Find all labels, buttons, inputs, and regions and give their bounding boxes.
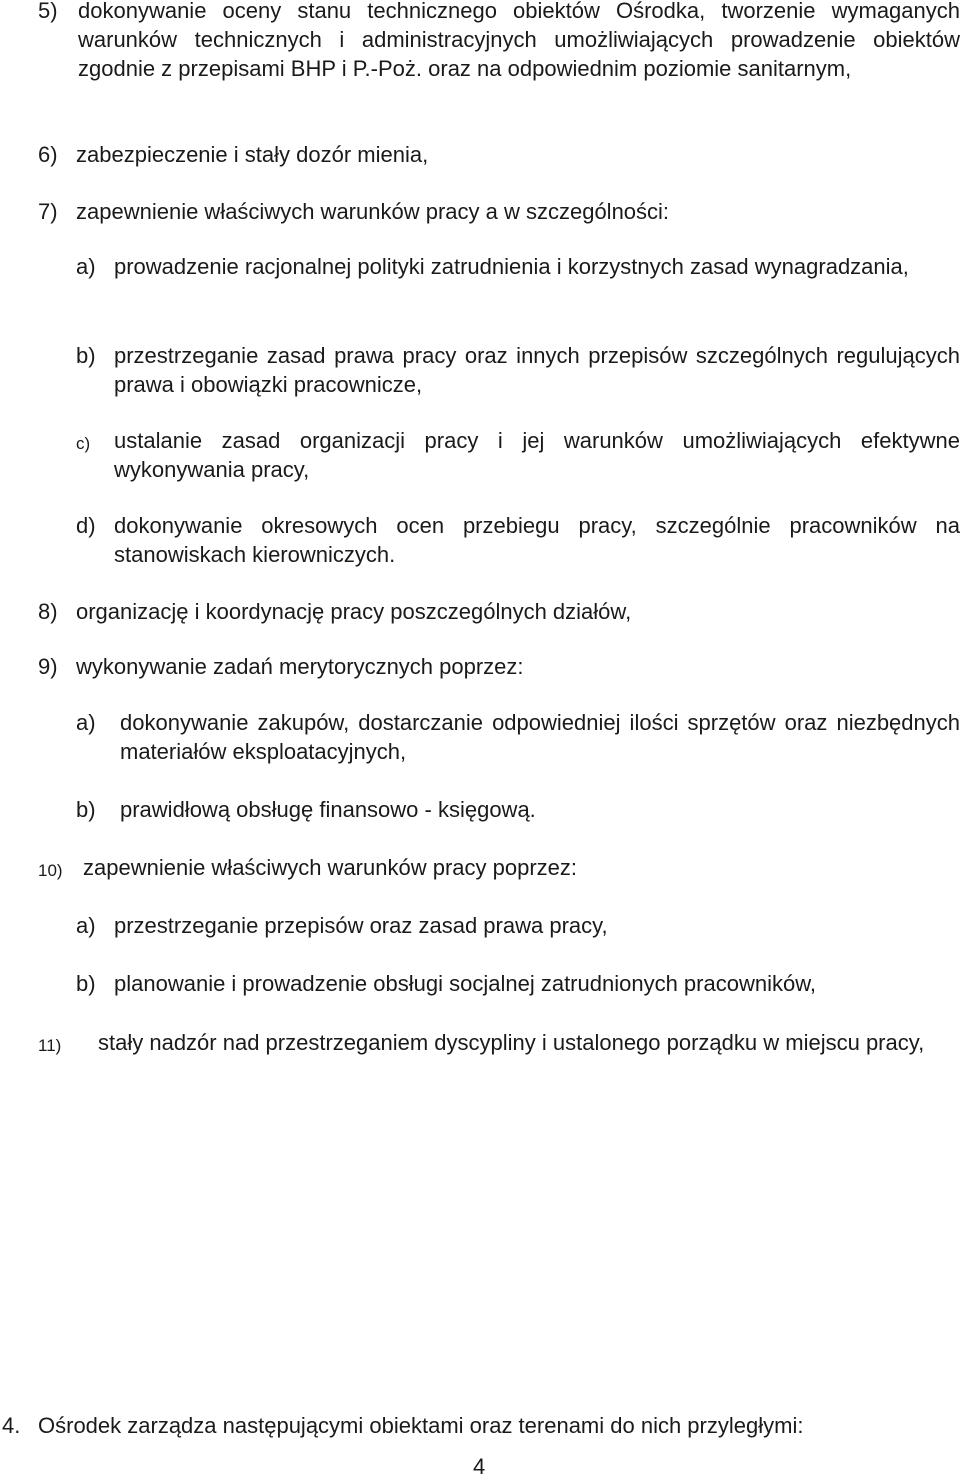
section-text: Ośrodek zarządza następującymi obiektami oraz terenami do nich przyległymi: [38, 1413, 804, 1438]
list-text: dokonywanie oceny stanu technicznego obiektów Ośrodka, tworzenie wymaganych warunków technicznych i administracyjnych umożliwiających prowadzenie obiektów zgodnie z przepisami BHP i P.-Poż. oraz na odpowiednim poziomie sanitarnym, [78, 0, 960, 81]
list-subitem-9a [76, 708, 960, 766]
list-item-5 [38, 0, 960, 83]
list-letter: a) [76, 710, 96, 735]
list-letter: c) [76, 434, 91, 453]
list-text: prowadzenie racjonalnej polityki zatrudnienia i korzystnych zasad wynagradzania, [114, 254, 909, 279]
list-text: prawidłową obsługę finansowo - księgową. [120, 797, 536, 822]
list-number: 8) [38, 599, 58, 624]
list-item-9 [38, 652, 960, 681]
list-text: dokonywanie zakupów, dostarczanie odpowiedniej ilości sprzętów oraz niezbędnych materiałów eksploatacyjnych, [120, 710, 960, 764]
list-subitem-9b [76, 795, 960, 824]
section-number: 4. [2, 1413, 21, 1438]
list-text: przestrzeganie przepisów oraz zasad prawa pracy, [114, 913, 608, 938]
list-text: planowanie i prowadzenie obsługi socjalnej zatrudnionych pracowników, [114, 971, 816, 996]
section-4 [2, 1411, 960, 1440]
list-text: zapewnienie właściwych warunków pracy a w szczególności: [76, 199, 670, 224]
list-subitem-10a [76, 911, 960, 940]
list-item-8 [38, 597, 960, 626]
list-letter: b) [76, 797, 96, 822]
list-subitem-7a [76, 252, 960, 281]
list-subitem-10b [76, 969, 960, 998]
list-text: ustalanie zasad organizacji pracy i jej warunków umożliwiających efektywne wykonywania pracy, [114, 428, 960, 482]
list-text: dokonywanie okresowych ocen przebiegu pracy, szczególnie pracowników na stanowiskach kierowniczych. [114, 513, 960, 567]
list-letter: b) [76, 971, 96, 996]
list-subitem-7c [76, 426, 960, 484]
list-text: organizację i koordynację pracy poszczególnych działów, [76, 599, 632, 624]
list-text: wykonywanie zadań merytorycznych poprzez: [76, 654, 524, 679]
list-item-11 [38, 1028, 960, 1057]
list-item-6 [38, 140, 960, 169]
list-number: 11) [38, 1036, 62, 1055]
list-letter: b) [76, 343, 96, 368]
list-item-10 [38, 853, 960, 882]
list-text: stały nadzór nad przestrzeganiem dyscypliny i ustalonego porządku w miejscu pracy, [98, 1030, 925, 1055]
list-letter: d) [76, 513, 96, 538]
list-number: 7) [38, 199, 58, 224]
list-number: 6) [38, 142, 58, 167]
list-letter: a) [76, 913, 96, 938]
page-number: 4 [473, 1454, 486, 1479]
list-subitem-7d [76, 511, 960, 569]
list-number: 5) [38, 0, 58, 23]
list-subitem-7b [76, 341, 960, 399]
list-number: 9) [38, 654, 58, 679]
list-number: 10) [38, 861, 63, 880]
list-text: zapewnienie właściwych warunków pracy poprzez: [83, 855, 578, 880]
list-text: przestrzeganie zasad prawa pracy oraz innych przepisów szczególnych regulujących prawa i obowiązki pracownicze, [114, 343, 960, 397]
list-text: zabezpieczenie i stały dozór mienia, [76, 142, 429, 167]
list-item-7 [38, 197, 960, 226]
list-letter: a) [76, 254, 96, 279]
